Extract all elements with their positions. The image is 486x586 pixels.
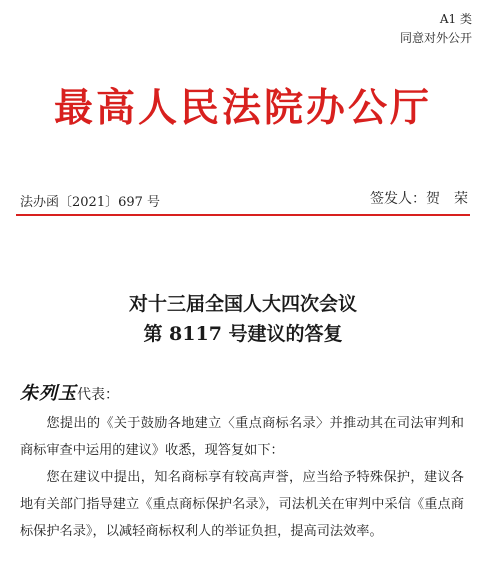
reply-title-line-2: 第 8117 号建议的答复	[143, 323, 343, 345]
issuing-office-title: 最高人民法院办公厅	[53, 85, 432, 131]
reply-body	[20, 410, 464, 545]
reply-title-line-1: 对十三届全国人大四次会议	[128, 293, 357, 315]
signer: 签发人：贺 荣	[370, 191, 468, 207]
body-paragraph: 您提出的《关于鼓励各地建立〈重点商标名录〉并推动其在司法审判和商标审查中运用的建议》收悉，现答复如下：	[20, 416, 464, 458]
disclosure-status: 同意对外公开	[399, 31, 472, 45]
document-number: 法办函〔2021〕697 号	[20, 195, 161, 210]
representative-name-handwritten: 朱列玉	[20, 383, 77, 404]
salutation	[20, 384, 119, 405]
red-divider-line	[16, 214, 470, 216]
classification-level: A1 类	[439, 12, 472, 26]
body-paragraph: 您在建议中提出，知名商标享有较高声誉，应当给予特殊保护，建议各地有关部门指导建立《重点商标保护名录》，司法机关在审判中采信《重点商标保护名录》，以减轻商标权利人的举证负担，提高司法效率。	[20, 470, 464, 539]
classification-tag	[400, 10, 472, 48]
salutation-role: 代表：	[77, 387, 119, 403]
